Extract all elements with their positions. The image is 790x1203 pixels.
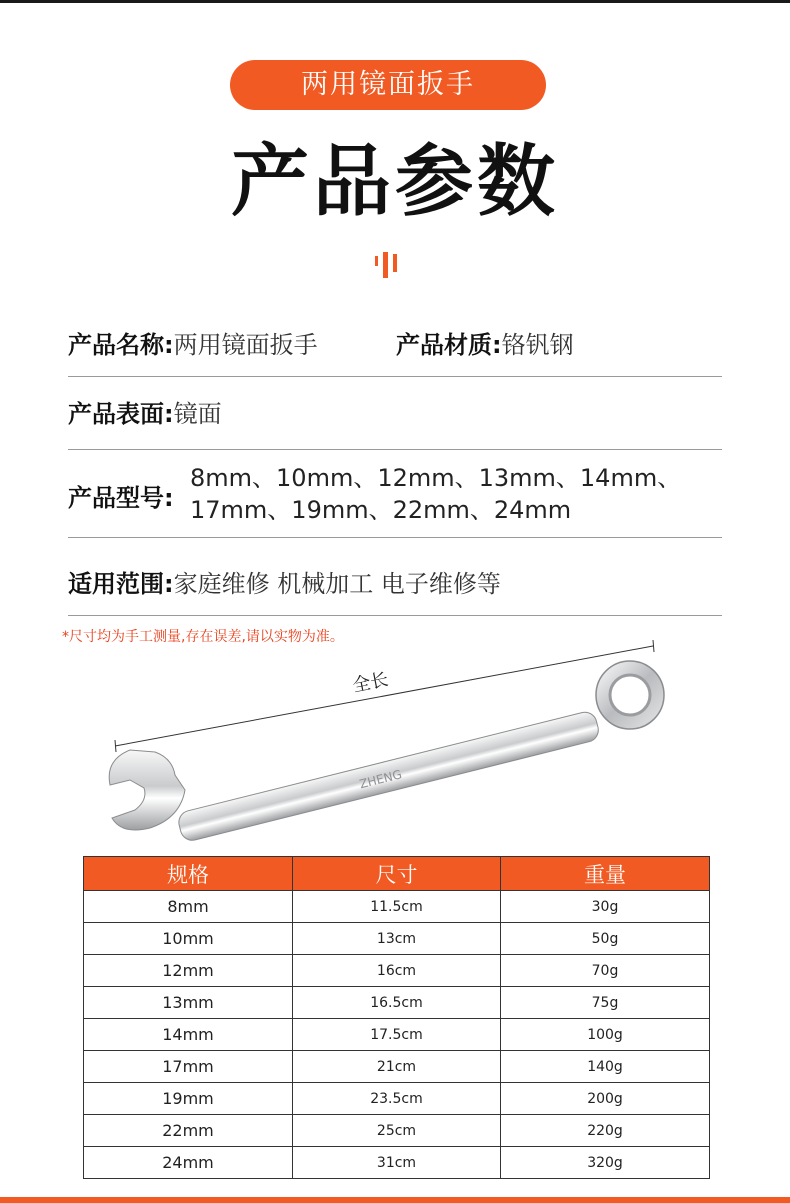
spec-cell: 19mm [84,1083,293,1115]
spec-cell: 8mm [84,891,293,923]
weight-cell: 70g [501,955,710,987]
size-cell: 31cm [293,1147,501,1179]
name-value: 两用镜面扳手 [173,331,318,359]
divider [68,449,722,450]
table-row [84,1115,710,1147]
size-cell: 25cm [293,1115,501,1147]
name-label: 产品名称: [68,331,174,359]
weight-cell: 50g [501,923,710,955]
table-row [84,1147,710,1179]
table-row [84,1083,710,1115]
table-row [84,987,710,1019]
table-header-row [84,857,710,891]
divider [68,615,722,616]
divider [68,376,722,377]
top-border [0,0,790,3]
bottom-border [0,1197,790,1203]
length-label: 全长 [350,669,391,697]
divider [68,537,722,538]
product-name-pill: 两用镜面扳手 [230,60,546,110]
size-cell: 23.5cm [293,1083,501,1115]
table-row [84,955,710,987]
header-weight: 重量 [501,857,710,891]
weight-cell: 200g [501,1083,710,1115]
material-value: 铬钒钢 [501,331,574,359]
material-label: 产品材质: [396,331,502,359]
size-cell: 16cm [293,955,501,987]
model-value-line1: 8mm、10mm、12mm、13mm、14mm、 [190,464,682,492]
spec-cell: 12mm [84,955,293,987]
table-row [84,1051,710,1083]
model-label: 产品型号: [68,484,174,512]
spec-cell: 24mm [84,1147,293,1179]
spec-cell: 10mm [84,923,293,955]
scope-value: 家庭维修 机械加工 电子维修等 [173,570,501,598]
spec-cell: 14mm [84,1019,293,1051]
spec-cell: 17mm [84,1051,293,1083]
table-row [84,923,710,955]
spec-cell: 22mm [84,1115,293,1147]
scope-label: 适用范围: [68,570,174,598]
divider-mark-icon [375,252,405,280]
param-row-name [68,325,722,360]
combination-wrench-icon [100,640,680,850]
size-cell: 21cm [293,1051,501,1083]
param-row-scope [68,564,722,599]
table-row [84,1019,710,1051]
table-row [84,891,710,923]
weight-cell: 320g [501,1147,710,1179]
weight-cell: 220g [501,1115,710,1147]
page-title: 产品参数 [230,137,559,227]
header-spec: 规格 [84,857,293,891]
header-size: 尺寸 [293,857,501,891]
size-cell: 17.5cm [293,1019,501,1051]
model-value-line2: 17mm、19mm、22mm、24mm [190,496,572,524]
param-row-surface [68,394,722,429]
surface-value: 镜面 [173,400,222,428]
size-cell: 16.5cm [293,987,501,1019]
weight-cell: 140g [501,1051,710,1083]
weight-cell: 30g [501,891,710,923]
size-cell: 11.5cm [293,891,501,923]
weight-cell: 75g [501,987,710,1019]
spec-table [83,856,710,1179]
wrench-engraving: ZHENG [358,767,404,792]
weight-cell: 100g [501,1019,710,1051]
measurement-note: *尺寸均为手工测量,存在误差,请以实物为准。 [62,629,344,645]
surface-label: 产品表面: [68,400,174,428]
spec-cell: 13mm [84,987,293,1019]
size-cell: 13cm [293,923,501,955]
